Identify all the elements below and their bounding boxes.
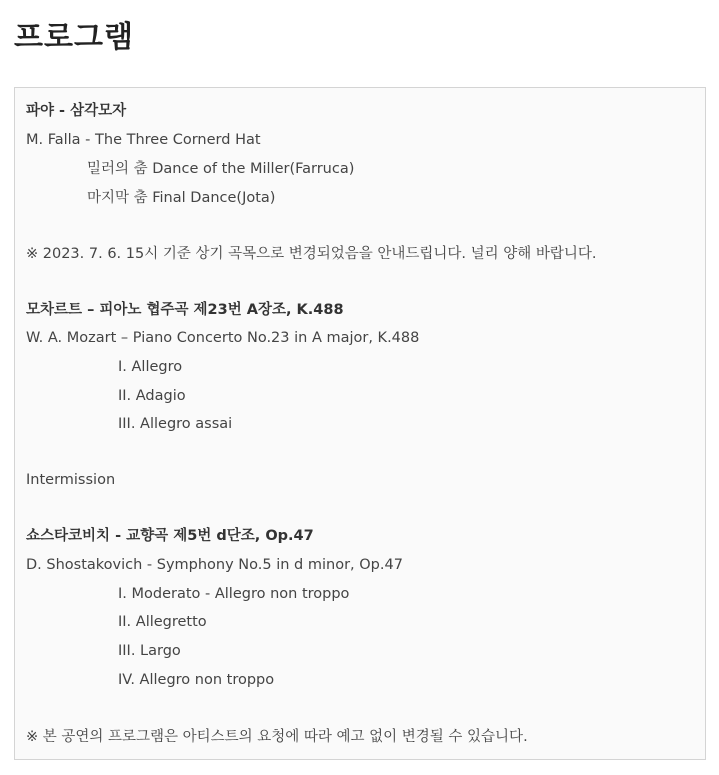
program-box — [14, 87, 706, 760]
falla-movement: 마지막 춤 Final Dance(Jota) — [87, 190, 276, 206]
intermission-label: Intermission — [26, 472, 116, 488]
change-notice: ※ 2023. 7. 6. 15시 기준 상기 곡목으로 변경되었음을 안내드립니다. 널리 양해 바랍니다. — [26, 246, 597, 262]
shostakovich-movement: III. Largo — [118, 643, 181, 659]
mozart-movement: III. Allegro assai — [118, 416, 233, 432]
mozart-movement: I. Allegro — [118, 359, 183, 375]
page-title: 프로그램 — [14, 20, 134, 55]
falla-heading-en: M. Falla - The Three Cornerd Hat — [26, 132, 261, 148]
shostakovich-heading-en: D. Shostakovich - Symphony No.5 in d minor, Op.47 — [26, 557, 403, 573]
mozart-heading-en: W. A. Mozart – Piano Concerto No.23 in A major, K.488 — [26, 330, 420, 346]
mozart-movement: II. Adagio — [118, 388, 186, 404]
falla-heading-kr: 파야 - 삼각모자 — [26, 103, 127, 119]
shostakovich-movement: IV. Allegro non troppo — [118, 672, 275, 688]
footer-notice: ※ 본 공연의 프로그램은 아티스트의 요청에 따라 예고 없이 변경될 수 있습니다. — [26, 729, 528, 745]
falla-movement: 밀러의 춤 Dance of the Miller(Farruca) — [87, 161, 355, 177]
mozart-heading-kr: 모차르트 – 피아노 협주곡 제23번 A장조, K.488 — [26, 302, 344, 318]
shostakovich-movement: II. Allegretto — [118, 614, 207, 630]
shostakovich-heading-kr: 쇼스타코비치 - 교향곡 제5번 d단조, Op.47 — [26, 528, 314, 544]
shostakovich-movement: I. Moderato - Allegro non troppo — [118, 586, 350, 602]
